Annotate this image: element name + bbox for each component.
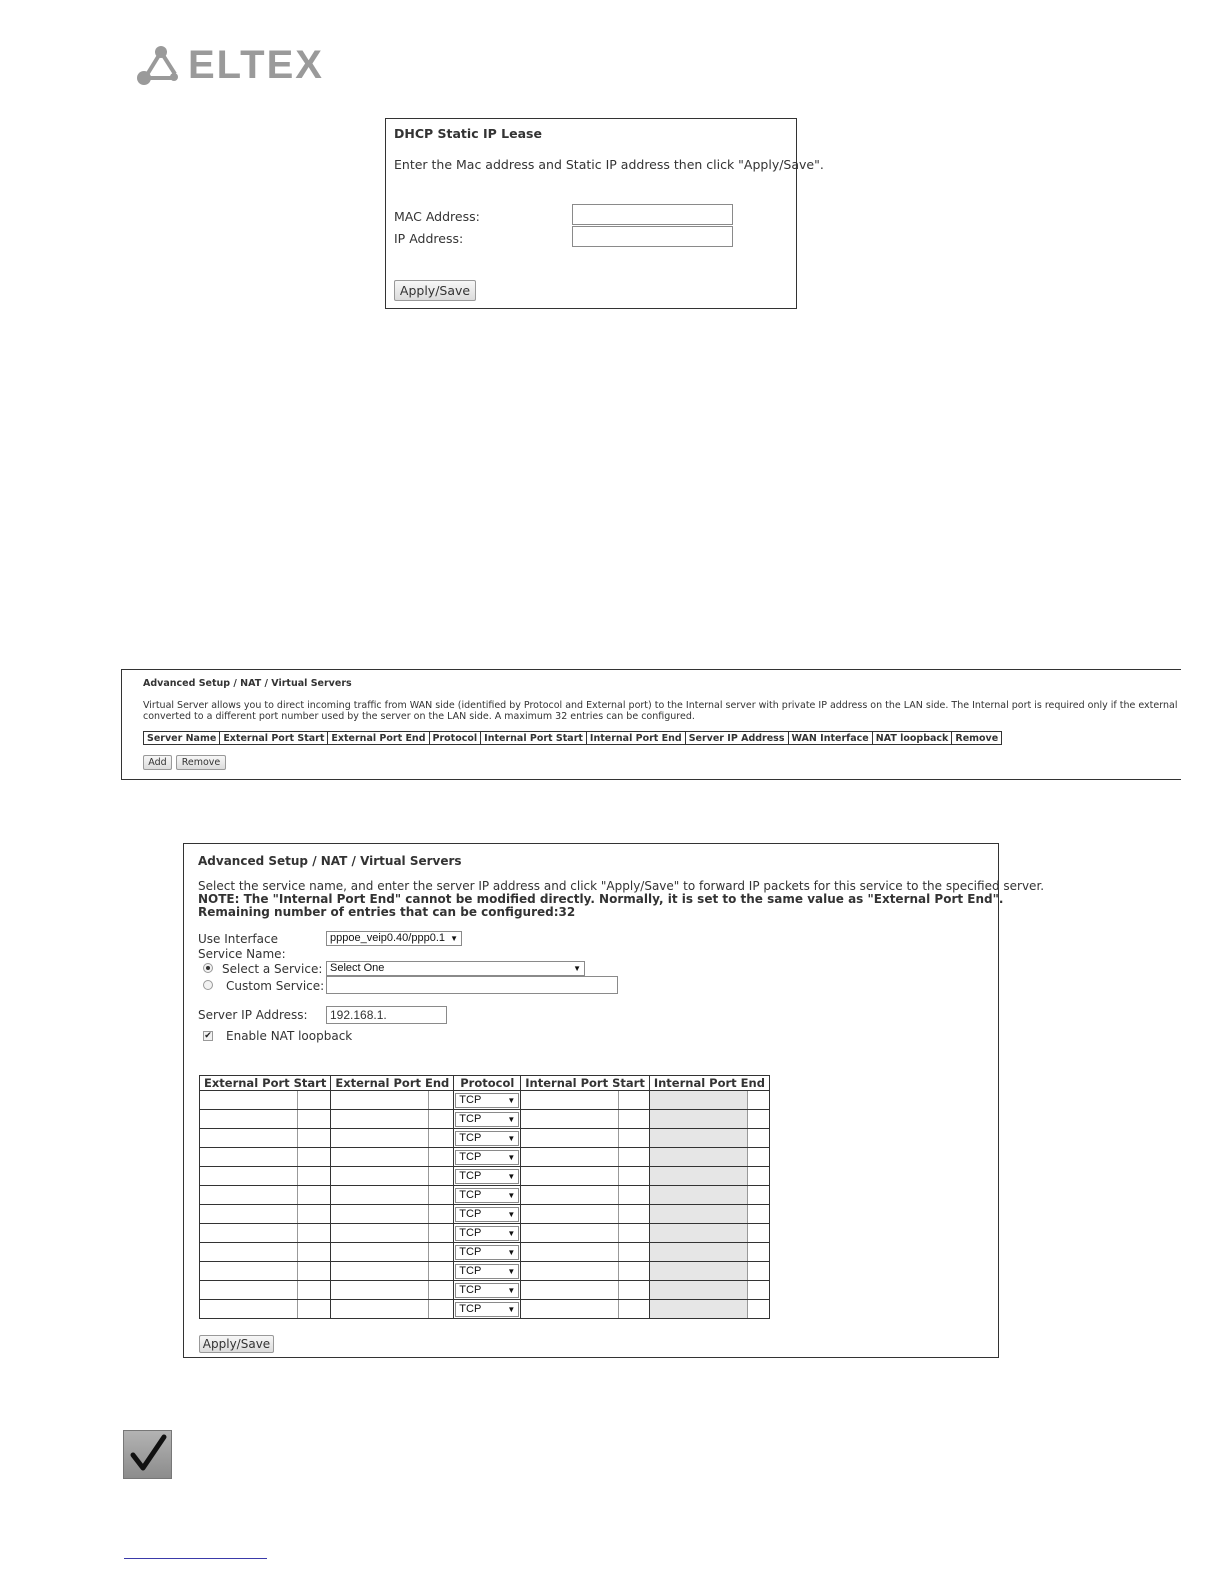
internal-port-end-input [650, 1091, 748, 1109]
external-port-end-cell [331, 1243, 454, 1262]
internal-port-start-input[interactable] [521, 1129, 619, 1147]
col-remove: Remove [952, 732, 1002, 745]
custom-service-input[interactable] [326, 976, 618, 994]
col-external-port-end: External Port End [331, 1076, 454, 1091]
external-port-end-cell [331, 1205, 454, 1224]
dropdown-arrow-icon: ▼ [450, 934, 458, 943]
select-service-dropdown[interactable] [326, 961, 585, 976]
vs-form-title: Advanced Setup / NAT / Virtual Servers [198, 854, 462, 868]
server-ip-label: Server IP Address: [198, 1008, 308, 1022]
protocol-cell [454, 1205, 521, 1224]
protocol-value: TCP [459, 1207, 482, 1220]
nat-loopback-label: Enable NAT loopback [226, 1029, 353, 1043]
external-port-start-cell [200, 1110, 331, 1129]
external-port-start-input[interactable] [200, 1167, 298, 1185]
external-port-start-input[interactable] [200, 1262, 298, 1280]
vs-list-title: Advanced Setup / NAT / Virtual Servers [143, 678, 352, 689]
vs-form-remaining: Remaining number of entries that can be configured:32 [198, 905, 576, 919]
internal-port-start-input[interactable] [521, 1262, 619, 1280]
external-port-end-input[interactable] [331, 1091, 429, 1109]
external-port-start-input[interactable] [200, 1205, 298, 1223]
external-port-start-cell [200, 1186, 331, 1205]
external-port-end-cell [331, 1262, 454, 1281]
external-port-end-input[interactable] [331, 1205, 429, 1223]
external-port-start-input[interactable] [200, 1129, 298, 1147]
internal-port-start-cell [521, 1167, 650, 1186]
server-ip-input[interactable] [326, 1006, 447, 1024]
external-port-end-cell [331, 1110, 454, 1129]
protocol-cell [454, 1129, 521, 1148]
dropdown-arrow-icon: ▼ [507, 1114, 516, 1124]
external-port-end-input[interactable] [331, 1186, 429, 1204]
external-port-end-input[interactable] [331, 1281, 429, 1299]
external-port-end-input[interactable] [331, 1224, 429, 1242]
internal-port-end-cell [649, 1205, 769, 1224]
external-port-start-cell [200, 1091, 331, 1110]
external-port-start-cell [200, 1262, 331, 1281]
col-internal-port-start: Internal Port Start [481, 732, 587, 745]
select-service-label: Select a Service: [222, 962, 323, 976]
port-table-row [200, 1281, 770, 1300]
remove-button[interactable]: Remove [176, 755, 226, 770]
protocol-cell [454, 1167, 521, 1186]
internal-port-end-cell [649, 1091, 769, 1110]
col-internal-port-end: Internal Port End [586, 732, 685, 745]
protocol-cell [454, 1186, 521, 1205]
dhcp-static-ip-panel [385, 118, 824, 309]
internal-port-start-cell [521, 1091, 650, 1110]
external-port-start-input[interactable] [200, 1091, 298, 1109]
dropdown-arrow-icon: ▼ [507, 1228, 516, 1238]
checkmark-icon [123, 1430, 172, 1479]
protocol-value: TCP [459, 1188, 482, 1201]
port-table-row [200, 1110, 770, 1129]
custom-service-radio[interactable] [203, 980, 213, 990]
protocol-cell [454, 1148, 521, 1167]
use-interface-label: Use Interface [198, 932, 278, 946]
external-port-end-input[interactable] [331, 1243, 429, 1261]
internal-port-start-cell [521, 1281, 650, 1300]
protocol-cell [454, 1243, 521, 1262]
virtual-server-form-panel [183, 843, 1045, 1358]
dropdown-arrow-icon: ▼ [507, 1133, 516, 1143]
external-port-end-cell [331, 1186, 454, 1205]
internal-port-start-input[interactable] [521, 1205, 619, 1223]
internal-port-start-cell [521, 1110, 650, 1129]
protocol-select[interactable] [455, 1207, 519, 1222]
virtual-servers-table [143, 731, 1002, 745]
mac-address-label: MAC Address: [394, 209, 480, 224]
select-service-radio[interactable] [203, 963, 213, 973]
col-internal-port-start: Internal Port Start [521, 1076, 650, 1091]
internal-port-start-input[interactable] [521, 1148, 619, 1166]
port-table-header [200, 1076, 770, 1091]
col-protocol: Protocol [429, 732, 481, 745]
protocol-select[interactable] [455, 1302, 519, 1317]
internal-port-end-cell [649, 1224, 769, 1243]
internal-port-start-cell [521, 1205, 650, 1224]
service-name-label: Service Name: [198, 947, 286, 961]
external-port-start-cell [200, 1281, 331, 1300]
external-port-start-input[interactable] [200, 1281, 298, 1299]
internal-port-end-input [650, 1224, 748, 1242]
protocol-select[interactable] [455, 1131, 519, 1146]
external-port-end-input[interactable] [331, 1300, 429, 1318]
col-wan-interface: WAN Interface [788, 732, 872, 745]
internal-port-start-cell [521, 1129, 650, 1148]
protocol-cell [454, 1110, 521, 1129]
internal-port-start-input[interactable] [521, 1300, 619, 1318]
protocol-value: TCP [459, 1131, 482, 1144]
external-port-start-cell [200, 1300, 331, 1319]
col-external-port-start: External Port Start [200, 1076, 331, 1091]
internal-port-end-input [650, 1186, 748, 1204]
external-port-start-cell [200, 1167, 331, 1186]
internal-port-end-input [650, 1281, 748, 1299]
port-table-row [200, 1300, 770, 1319]
internal-port-end-cell [649, 1167, 769, 1186]
internal-port-end-cell [649, 1129, 769, 1148]
dropdown-arrow-icon: ▼ [507, 1266, 516, 1276]
protocol-select[interactable] [455, 1245, 519, 1260]
virtual-servers-list-panel [121, 669, 1181, 780]
dropdown-arrow-icon: ▼ [507, 1190, 516, 1200]
port-table-row [200, 1224, 770, 1243]
col-nat-loopback: NAT loopback [872, 732, 952, 745]
external-port-end-cell [331, 1148, 454, 1167]
protocol-cell [454, 1091, 521, 1110]
protocol-select[interactable] [455, 1264, 519, 1279]
protocol-value: TCP [459, 1169, 482, 1182]
internal-port-end-input [650, 1167, 748, 1185]
internal-port-end-input [650, 1205, 748, 1223]
internal-port-start-input[interactable] [521, 1091, 619, 1109]
external-port-end-input[interactable] [331, 1148, 429, 1166]
internal-port-start-cell [521, 1186, 650, 1205]
dropdown-arrow-icon: ▼ [507, 1152, 516, 1162]
internal-port-end-input [650, 1243, 748, 1261]
ip-address-input[interactable] [572, 226, 733, 247]
port-table-row [200, 1262, 770, 1281]
dropdown-arrow-icon: ▼ [507, 1247, 516, 1257]
internal-port-end-cell [649, 1243, 769, 1262]
logo-text: ELTEX [188, 42, 324, 87]
external-port-start-cell [200, 1205, 331, 1224]
protocol-value: TCP [459, 1283, 482, 1296]
use-interface-select[interactable] [326, 931, 462, 946]
col-protocol: Protocol [454, 1076, 521, 1091]
internal-port-end-cell [649, 1262, 769, 1281]
dropdown-arrow-icon: ▼ [507, 1095, 516, 1105]
external-port-end-cell [331, 1129, 454, 1148]
external-port-end-cell [331, 1167, 454, 1186]
protocol-cell [454, 1281, 521, 1300]
dhcp-description: Enter the Mac address and Static IP address then click "Apply/Save". [394, 157, 824, 172]
external-port-end-input[interactable] [331, 1129, 429, 1147]
internal-port-start-cell [521, 1243, 650, 1262]
internal-port-start-input[interactable] [521, 1281, 619, 1299]
custom-service-label: Custom Service: [226, 979, 325, 993]
external-port-start-input[interactable] [200, 1110, 298, 1128]
protocol-select[interactable] [455, 1150, 519, 1165]
vs-list-description-line2: converted to a different port number used by the server on the LAN side. A maximum 32 entries can be configured. [143, 711, 695, 722]
select-service-value: Select One [330, 962, 385, 974]
external-port-start-cell [200, 1243, 331, 1262]
port-table-row [200, 1148, 770, 1167]
protocol-value: TCP [459, 1302, 482, 1315]
mac-address-input[interactable] [572, 204, 733, 225]
external-port-start-input[interactable] [200, 1300, 298, 1318]
dropdown-arrow-icon: ▼ [507, 1171, 516, 1181]
protocol-cell [454, 1300, 521, 1319]
protocol-select[interactable] [455, 1112, 519, 1127]
external-port-end-input[interactable] [331, 1167, 429, 1185]
virtual-servers-table-header [144, 732, 1002, 745]
col-server-ip-address: Server IP Address [685, 732, 788, 745]
col-internal-port-end: Internal Port End [649, 1076, 769, 1091]
external-port-end-cell [331, 1091, 454, 1110]
port-mapping-table [199, 1075, 770, 1319]
internal-port-start-cell [521, 1148, 650, 1167]
vs-form-note: NOTE: The "Internal Port End" cannot be modified directly. Normally, it is set to the same value as "External Port End". [198, 892, 1004, 906]
external-port-start-cell [200, 1129, 331, 1148]
protocol-select[interactable] [455, 1169, 519, 1184]
external-port-start-input[interactable] [200, 1243, 298, 1261]
protocol-select[interactable] [455, 1093, 519, 1108]
internal-port-start-cell [521, 1262, 650, 1281]
internal-port-start-cell [521, 1300, 650, 1319]
port-table-row [200, 1205, 770, 1224]
external-port-end-cell [331, 1300, 454, 1319]
port-table-row [200, 1167, 770, 1186]
protocol-cell [454, 1224, 521, 1243]
internal-port-end-cell [649, 1281, 769, 1300]
internal-port-start-input[interactable] [521, 1110, 619, 1128]
add-button[interactable]: Add [143, 755, 172, 770]
external-port-end-cell [331, 1224, 454, 1243]
protocol-value: TCP [459, 1264, 482, 1277]
external-port-start-input[interactable] [200, 1224, 298, 1242]
port-table-row [200, 1186, 770, 1205]
dropdown-arrow-icon: ▼ [507, 1304, 516, 1314]
protocol-select[interactable] [455, 1188, 519, 1203]
nat-loopback-checkbox[interactable]: ✔ [204, 1031, 212, 1041]
port-table-row [200, 1243, 770, 1262]
protocol-select[interactable] [455, 1283, 519, 1298]
internal-port-end-cell [649, 1186, 769, 1205]
internal-port-start-cell [521, 1224, 650, 1243]
dhcp-apply-save-button[interactable]: Apply/Save [394, 280, 476, 301]
protocol-value: TCP [459, 1150, 482, 1163]
protocol-value: TCP [459, 1226, 482, 1239]
protocol-value: TCP [459, 1245, 482, 1258]
internal-port-end-cell [649, 1148, 769, 1167]
vs-list-description-line1: Virtual Server allows you to direct incoming traffic from WAN side (identified by Protocol and External port) to the Internal server with private IP address on the LAN side. The Internal port is required only if the external [143, 700, 1178, 711]
dhcp-title: DHCP Static IP Lease [394, 126, 542, 141]
ip-address-label: IP Address: [394, 231, 464, 246]
internal-port-end-input [650, 1148, 748, 1166]
external-port-end-input[interactable] [331, 1262, 429, 1280]
external-port-start-cell [200, 1224, 331, 1243]
protocol-select[interactable] [455, 1226, 519, 1241]
dropdown-arrow-icon: ▼ [507, 1209, 516, 1219]
external-port-start-input[interactable] [200, 1148, 298, 1166]
port-table-row [200, 1129, 770, 1148]
vs-form-instruction: Select the service name, and enter the server IP address and click "Apply/Save" to forward IP packets for this service to the specified server. [198, 879, 1045, 893]
col-external-port-end: External Port End [328, 732, 429, 745]
internal-port-start-input[interactable] [521, 1167, 619, 1185]
use-interface-value: pppoe_veip0.40/ppp0.1 [330, 932, 445, 944]
internal-port-end-cell [649, 1300, 769, 1319]
external-port-end-input[interactable] [331, 1110, 429, 1128]
footnote-separator [124, 1558, 267, 1559]
dropdown-arrow-icon: ▼ [573, 964, 581, 973]
external-port-start-cell [200, 1148, 331, 1167]
vs-apply-save-button[interactable]: Apply/Save [199, 1335, 274, 1353]
vs-list-description [143, 700, 1183, 722]
port-table-body [200, 1091, 770, 1319]
eltex-logo [136, 42, 324, 88]
internal-port-end-cell [649, 1110, 769, 1129]
protocol-value: TCP [459, 1112, 482, 1125]
internal-port-end-input [650, 1262, 748, 1280]
internal-port-start-input[interactable] [521, 1186, 619, 1204]
port-table-row [200, 1091, 770, 1110]
protocol-cell [454, 1262, 521, 1281]
eltex-logo-icon [136, 44, 182, 86]
col-external-port-start: External Port Start [220, 732, 328, 745]
checkmark-glyph [124, 1431, 171, 1478]
internal-port-end-input [650, 1129, 748, 1147]
internal-port-end-input [650, 1110, 748, 1128]
dropdown-arrow-icon: ▼ [507, 1285, 516, 1295]
internal-port-start-input[interactable] [521, 1224, 619, 1242]
col-server-name: Server Name [144, 732, 220, 745]
external-port-start-input[interactable] [200, 1186, 298, 1204]
protocol-value: TCP [459, 1093, 482, 1106]
internal-port-start-input[interactable] [521, 1243, 619, 1261]
internal-port-end-input [650, 1300, 748, 1318]
external-port-end-cell [331, 1281, 454, 1300]
